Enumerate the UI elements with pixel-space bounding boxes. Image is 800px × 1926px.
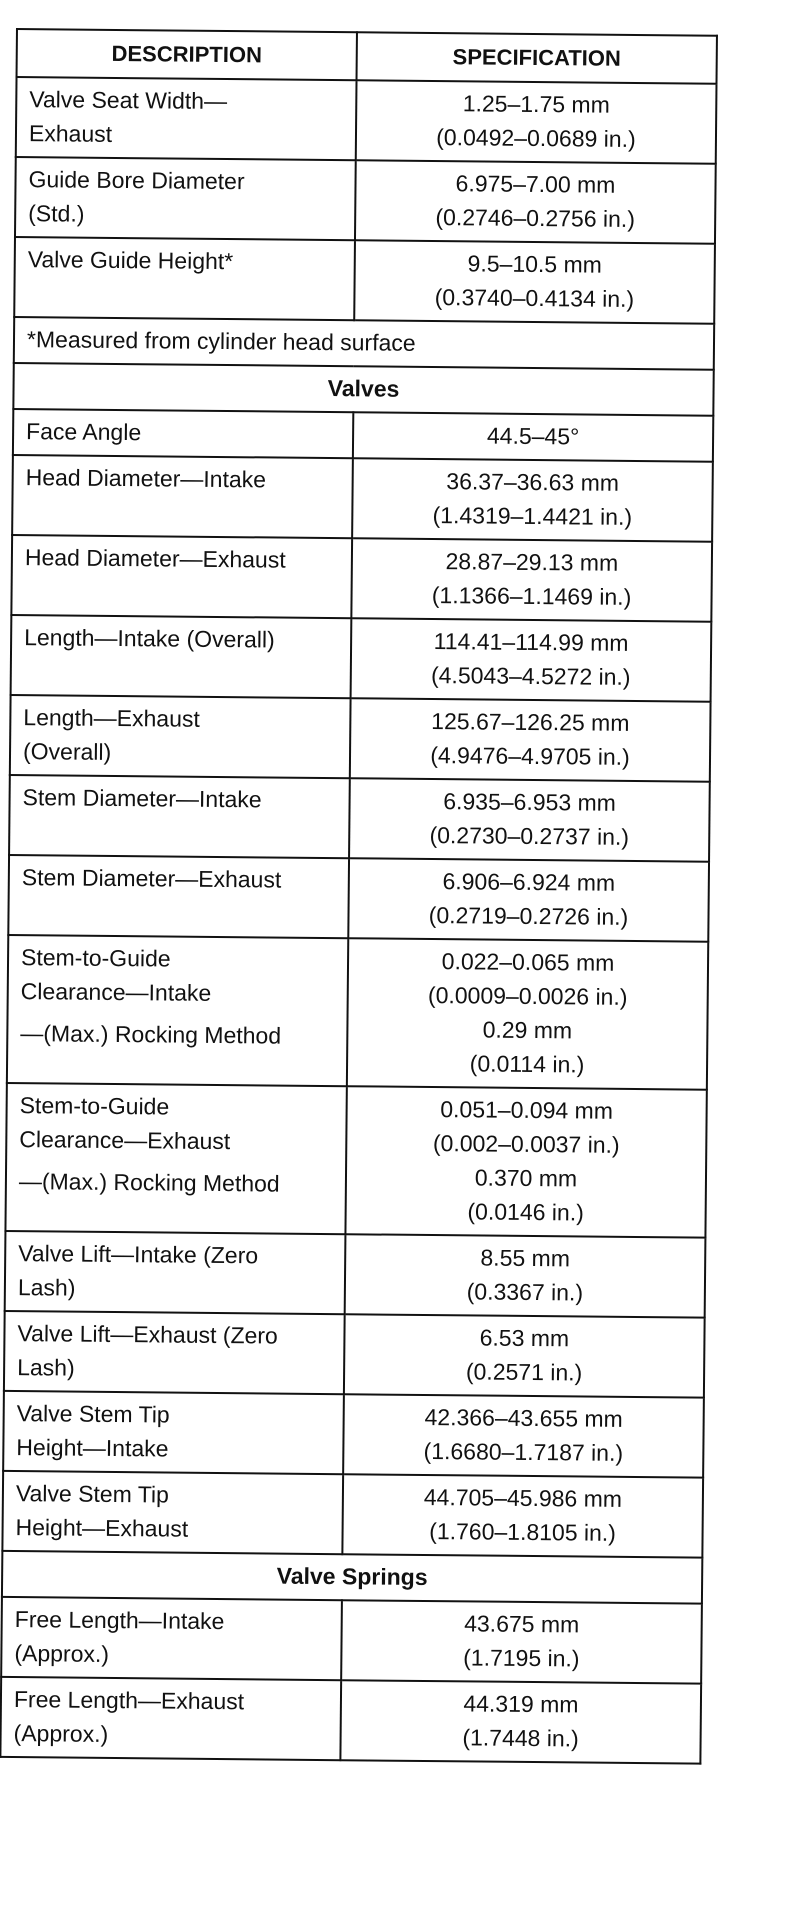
spec-metric: 44.5–45° xyxy=(486,422,580,450)
description-line: Valve Lift—Intake (Zero xyxy=(18,1240,259,1269)
table-header-row xyxy=(17,29,717,84)
table-row xyxy=(4,1311,705,1398)
table-row xyxy=(16,77,717,164)
row-description xyxy=(5,1231,346,1314)
row-description xyxy=(9,775,350,858)
row-description xyxy=(8,855,349,938)
description-line: Lash) xyxy=(17,1354,75,1381)
spec-metric: 0.370 mm xyxy=(474,1164,578,1192)
row-specification xyxy=(341,1600,702,1683)
description-line: Valve Guide Height* xyxy=(27,246,234,275)
table-row xyxy=(10,695,711,782)
footnote: *Measured from cylinder head surface xyxy=(14,317,714,370)
spec-imperial: (1.1366–1.1469 in.) xyxy=(431,582,632,610)
table-row xyxy=(3,1391,704,1478)
row-description xyxy=(10,695,351,778)
spec-metric: 0.29 mm xyxy=(482,1016,573,1044)
spec-metric: 36.37–36.63 mm xyxy=(446,468,620,496)
row-description xyxy=(11,535,352,618)
spec-metric: 28.87–29.13 mm xyxy=(445,548,619,576)
row-specification xyxy=(345,1086,706,1237)
spec-metric: 42.366–43.655 mm xyxy=(424,1403,623,1432)
row-specification xyxy=(347,938,708,1089)
row-description xyxy=(1,1597,342,1680)
spec-metric: 0.051–0.094 mm xyxy=(440,1096,614,1124)
row-specification xyxy=(355,160,716,243)
table-row xyxy=(11,615,712,702)
spec-imperial: (0.0492–0.0689 in.) xyxy=(436,124,636,152)
row-description xyxy=(13,409,353,458)
spec-imperial: (0.002–0.0037 in.) xyxy=(432,1130,620,1158)
table-row xyxy=(9,775,710,862)
spec-metric: 44.705–45.986 mm xyxy=(423,1483,623,1512)
table-row xyxy=(1,1597,702,1684)
table-row xyxy=(12,455,713,542)
spec-imperial: (1.7448 in.) xyxy=(462,1724,579,1752)
row-specification xyxy=(342,1474,703,1557)
description-line: Face Angle xyxy=(26,418,142,446)
table-row xyxy=(13,409,713,462)
spec-imperial: (1.4319–1.4421 in.) xyxy=(432,502,633,530)
description-line: Stem Diameter—Exhaust xyxy=(21,864,282,893)
spec-metric: 6.53 mm xyxy=(479,1324,570,1352)
description-line: Valve Stem Tip xyxy=(15,1480,170,1508)
row-description xyxy=(16,77,357,160)
description-line: (Approx.) xyxy=(13,1720,109,1747)
row-specification xyxy=(351,618,712,701)
description-line: Clearance—Exhaust xyxy=(19,1126,231,1155)
table-row xyxy=(0,1677,701,1764)
description-line: Height—Intake xyxy=(16,1434,169,1462)
row-specification xyxy=(340,1680,701,1763)
description-line: Head Diameter—Exhaust xyxy=(24,544,286,573)
section-title-valves: Valves xyxy=(13,363,713,416)
row-description xyxy=(11,615,352,698)
description-line: Length—Exhaust xyxy=(23,704,200,732)
row-specification xyxy=(348,858,709,941)
valve-specifications-table xyxy=(0,28,718,1765)
spec-metric: 8.55 mm xyxy=(480,1244,571,1272)
section-header-row xyxy=(13,363,713,416)
row-specification xyxy=(350,698,711,781)
section-header-row xyxy=(2,1551,702,1604)
row-specification xyxy=(354,240,715,323)
spec-imperial: (0.3367 in.) xyxy=(466,1278,584,1306)
description-line: (Std.) xyxy=(28,200,85,227)
description-line: (Overall) xyxy=(22,738,112,765)
description-line: Guide Bore Diameter xyxy=(28,166,245,195)
spec-metric: 0.022–0.065 mm xyxy=(441,948,615,976)
spec-imperial: (1.7195 in.) xyxy=(463,1644,580,1672)
spec-imperial: (0.2719–0.2726 in.) xyxy=(428,902,629,930)
row-specification xyxy=(343,1394,704,1477)
description-line: Stem Diameter—Intake xyxy=(22,784,262,813)
description-line: Valve Lift—Exhaust (Zero xyxy=(17,1320,278,1349)
table-row xyxy=(15,157,716,244)
row-specification xyxy=(344,1314,705,1397)
row-specification xyxy=(345,1234,706,1317)
spec-metric: 6.935–6.953 mm xyxy=(443,788,617,816)
description-line: —(Max.) Rocking Method xyxy=(18,1168,280,1197)
row-description xyxy=(7,935,348,1086)
spec-metric: 125.67–126.25 mm xyxy=(431,708,630,736)
row-specification xyxy=(349,778,710,861)
spec-imperial: (0.0114 in.) xyxy=(469,1050,585,1078)
description-line: Stem-to-Guide xyxy=(19,1092,170,1120)
description-line: (Approx.) xyxy=(14,1640,110,1667)
row-description xyxy=(14,237,355,320)
description-line: Valve Seat Width— xyxy=(29,86,228,115)
description-line: Free Length—Intake xyxy=(14,1606,225,1635)
description-line: Head Diameter—Intake xyxy=(25,464,267,493)
row-description xyxy=(4,1311,345,1394)
row-description xyxy=(2,1471,343,1554)
row-specification xyxy=(356,80,717,163)
spec-imperial: (1.760–1.8105 in.) xyxy=(429,1518,617,1546)
row-description xyxy=(12,455,353,538)
description-line: Lash) xyxy=(17,1274,76,1301)
description-line: Stem-to-Guide xyxy=(20,944,171,972)
description-line: Height—Exhaust xyxy=(15,1514,189,1542)
footnote-row xyxy=(14,317,714,370)
description-header: DESCRIPTION xyxy=(17,29,357,80)
spec-imperial: (4.5043–4.5272 in.) xyxy=(430,662,631,690)
section-title-valve-springs: Valve Springs xyxy=(2,1551,702,1604)
spec-imperial: (0.2730–0.2737 in.) xyxy=(429,822,630,850)
spec-metric: 1.25–1.75 mm xyxy=(462,90,610,118)
spec-imperial: (0.0146 in.) xyxy=(467,1198,584,1226)
spec-imperial: (4.9476–4.9705 in.) xyxy=(430,742,630,770)
row-specification xyxy=(352,458,713,541)
spec-imperial: (0.3740–0.4134 in.) xyxy=(434,284,635,312)
spec-imperial: (0.2746–0.2756 in.) xyxy=(435,204,636,232)
spec-metric: 6.975–7.00 mm xyxy=(455,170,616,198)
spec-metric: 44.319 mm xyxy=(463,1690,579,1718)
spec-metric: 43.675 mm xyxy=(464,1610,580,1638)
spec-metric: 9.5–10.5 mm xyxy=(467,250,603,278)
description-line: Clearance—Intake xyxy=(20,978,212,1006)
spec-metric: 114.41–114.99 mm xyxy=(433,628,629,656)
description-line: Free Length—Exhaust xyxy=(13,1686,245,1715)
row-description xyxy=(0,1677,341,1760)
description-line: Exhaust xyxy=(28,120,113,147)
table-row xyxy=(2,1471,703,1558)
table-row xyxy=(8,855,709,942)
row-specification xyxy=(353,412,713,461)
description-line: Length—Intake (Overall) xyxy=(24,624,275,653)
spec-metric: 6.906–6.924 mm xyxy=(442,868,616,896)
row-specification xyxy=(351,538,712,621)
table-row xyxy=(14,237,715,324)
description-line: Valve Stem Tip xyxy=(16,1400,170,1428)
table-row xyxy=(11,535,712,622)
specification-header: SPECIFICATION xyxy=(357,32,717,83)
description-line: —(Max.) Rocking Method xyxy=(20,1020,282,1049)
spec-imperial: (0.2571 in.) xyxy=(465,1358,583,1386)
table-row xyxy=(7,935,708,1090)
row-description xyxy=(3,1391,344,1474)
row-description xyxy=(5,1083,346,1234)
row-description xyxy=(15,157,356,240)
spec-imperial: (1.6680–1.7187 in.) xyxy=(423,1437,624,1466)
table-row xyxy=(5,1231,706,1318)
spec-imperial: (0.0009–0.0026 in.) xyxy=(427,981,628,1010)
table-row xyxy=(5,1083,706,1238)
